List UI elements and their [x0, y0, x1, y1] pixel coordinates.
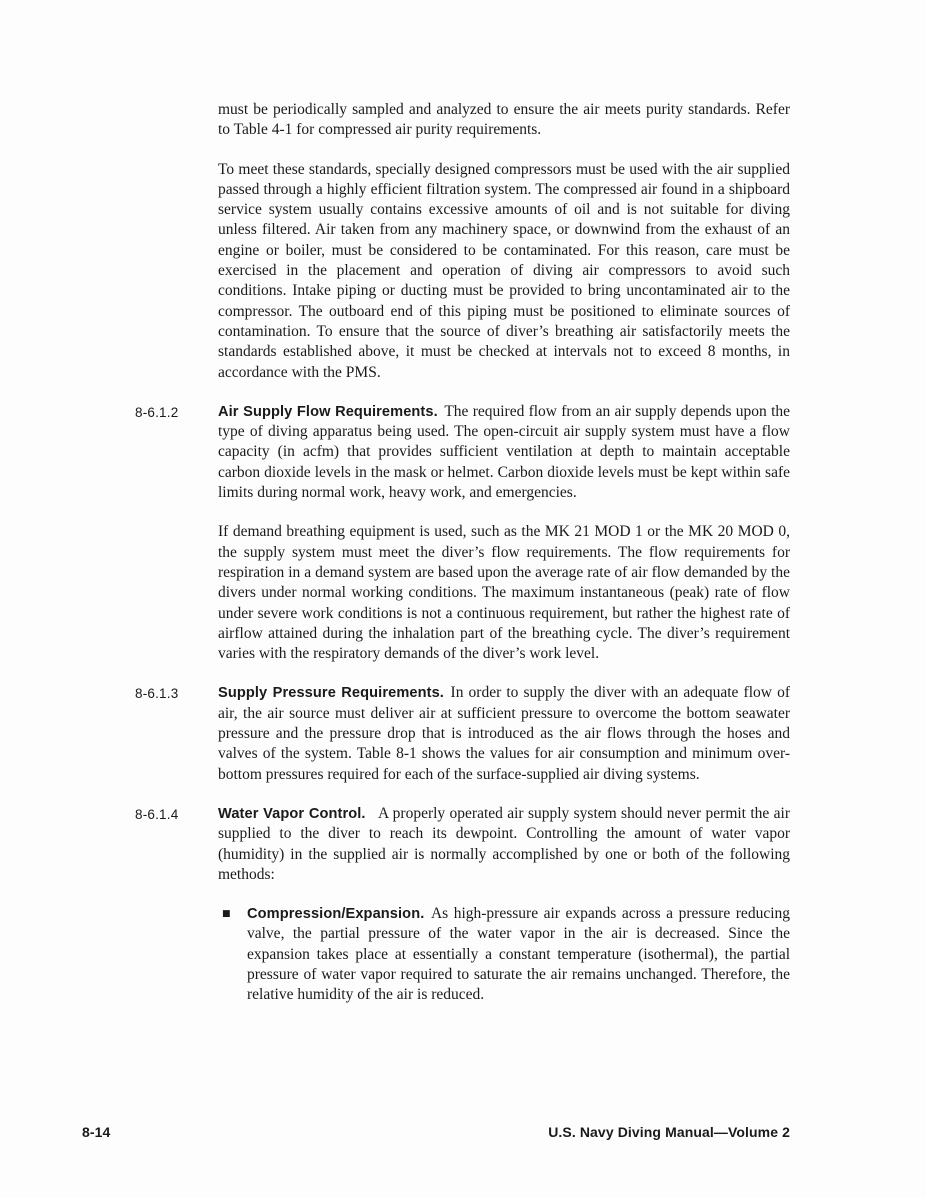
- body-paragraph: [218, 522, 790, 664]
- body-paragraph: [218, 804, 790, 885]
- paragraph-text: If demand breathing equipment is used, such as the MK 21 MOD 1 or the MK 20 MOD 0, the supply system must meet the diver’s flow requirements. The flow requirements for respiration in a demand system are based upon the average rate of air flow demanded by the divers under normal working conditions. The maximum instantaneous (peak) rate of flow under severe work conditions is not a continuous requirement, but rather the highest rate of airflow attained during the inhalation part of the breathing cycle. The diver’s requirement varies with the respiratory demands of the diver’s work level.: [218, 523, 790, 663]
- section-8-6-1-2: [135, 402, 790, 522]
- section-number: [135, 522, 218, 523]
- bullet-item: [218, 904, 790, 1005]
- paragraph-block: [135, 100, 790, 160]
- section-heading: Air Supply Flow Requirements.: [218, 403, 438, 420]
- footer-page-number: 8-14: [82, 1124, 111, 1140]
- page-content: [135, 100, 790, 1006]
- section-8-6-1-3: [135, 683, 790, 803]
- bullet-heading: Compression/Expansion.: [247, 906, 425, 923]
- paragraph-text: To meet these standards, specially designed compressors must be used with the air supplied passed through a highly efficient filtration system. The compressed air found in a shipboard service system usually contains excessive amounts of oil and is not suitable for diving unless filtered. Air taken from any machinery space, or downwind from the exhaust of an engine or boiler, must be considered to be contaminated. For this reason, care must be exercised in the placement and operation of diving air compressors to avoid such conditions. Intake piping or ducting must be provided to bring uncontaminated air to the compressor. The outboard end of this piping must be positioned to eliminate sources of contamination. To ensure that the source of diver’s breathing air satisfactorily meets the standards established above, it must be checked at intervals not to exceed 8 months, in accordance with the PMS.: [218, 160, 790, 381]
- section-number: [135, 904, 218, 905]
- section-number: [135, 160, 218, 161]
- section-number: 8-6.1.3: [135, 686, 179, 702]
- paragraph-text: As high-pressure air expands across a pressure reducing valve, the partial pressure of the water vapor in the air is decreased. Since the expansion takes place at essentially a constant temperature (isothermal), the partial pressure of water vapor required to saturate the air remains unchanged. Therefore, the relative humidity of the air is reduced.: [247, 905, 790, 1004]
- body-paragraph: [247, 904, 790, 1005]
- page-footer: [82, 1124, 790, 1140]
- section-number: [135, 100, 218, 101]
- paragraph-text: The required flow from an air supply depends upon the type of diving apparatus being used. The open-circuit air supply system must have a flow capacity (in acfm) that provides sufficient ventilation at depth to maintain acceptable carbon dioxide levels in the mask or helmet. Carbon dioxide levels must be kept within safe limits during normal work, heavy work, and emergencies.: [218, 402, 791, 502]
- section-heading: Supply Pressure Requirements.: [218, 685, 444, 702]
- body-paragraph: [218, 160, 790, 383]
- section-heading: Water Vapor Control.: [218, 805, 366, 822]
- section-number: 8-6.1.4: [135, 806, 179, 822]
- body-paragraph: [218, 683, 790, 784]
- footer-manual-title: U.S. Navy Diving Manual—Volume 2: [548, 1124, 790, 1140]
- bullet-block: [135, 904, 790, 1005]
- bullet-square-icon: ■: [222, 909, 231, 920]
- body-paragraph: [218, 100, 790, 141]
- paragraph-text: must be periodically sampled and analyzed to ensure the air meets purity standards. Refer to Table 4-1 for compressed air purity requirements.: [218, 101, 790, 139]
- paragraph-block: [135, 522, 790, 683]
- body-paragraph: [218, 402, 790, 503]
- section-8-6-1-4: [135, 804, 790, 904]
- section-number: 8-6.1.2: [135, 404, 179, 420]
- paragraph-text: In order to supply the diver with an adequate flow of air, the air source must deliver air at sufficient pressure to overcome the bottom seawater pressure and the pressure drop that is introduced as the air flows through the hoses and valves of the system. Table 8-1 shows the values for air consumption and minimum over-bottom pressures required for each of the surface-supplied air diving systems.: [218, 684, 790, 783]
- paragraph-block: [135, 160, 790, 402]
- paragraph-text: A properly operated air supply system should never permit the air supplied to the diver to reach its dewpoint. Controlling the amount of water vapor (humidity) in the supplied air is normally accomplished by one or both of the following methods:: [218, 804, 790, 883]
